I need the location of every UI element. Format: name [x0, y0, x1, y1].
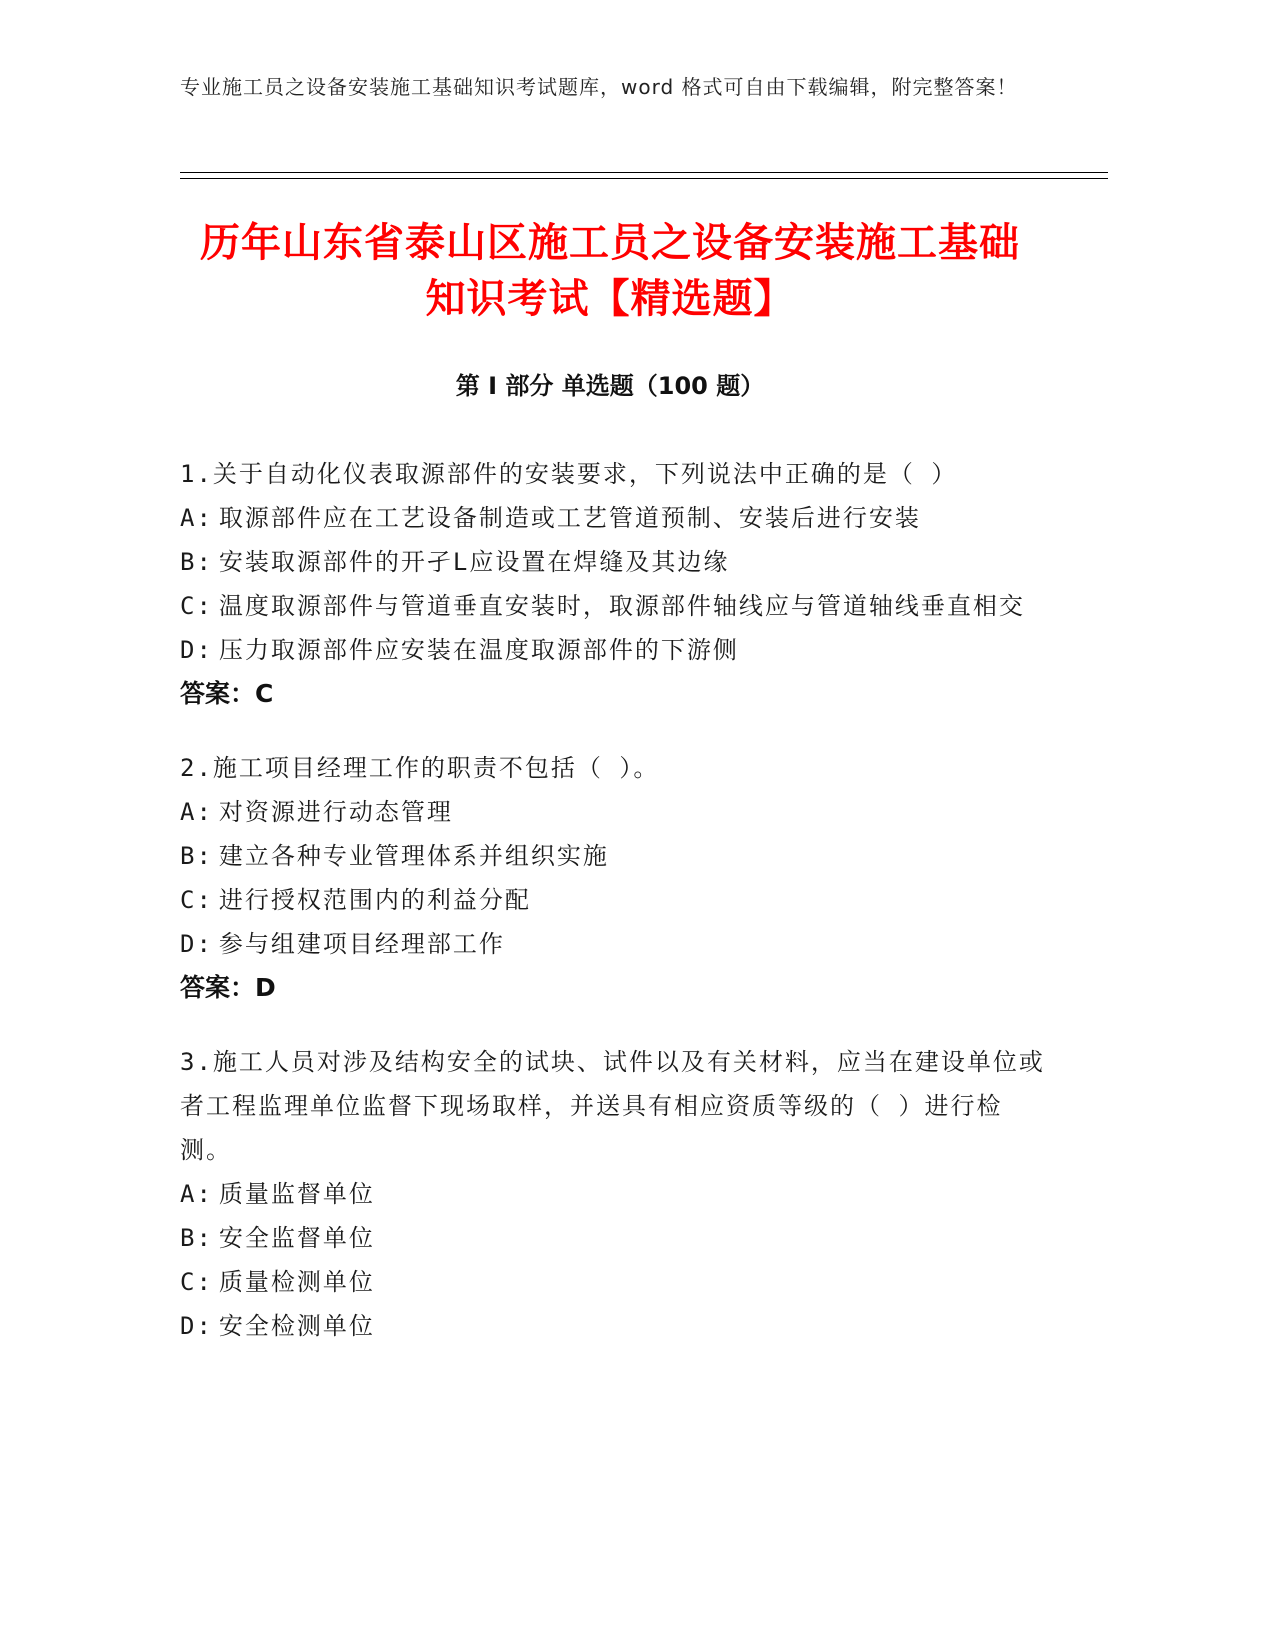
option-letter: B:: [180, 842, 213, 870]
option-letter: A:: [180, 798, 213, 826]
option-letter: A:: [180, 1180, 213, 1208]
option-letter: D:: [180, 930, 213, 958]
section-heading: 第 I 部分 单选题（100 题）: [455, 372, 765, 400]
option-text: 温度取源部件与管道垂直安装时，取源部件轴线应与管道轴线垂直相交: [218, 592, 1025, 620]
option-letter: C:: [180, 886, 213, 914]
option-text: 安全监督单位: [218, 1224, 375, 1252]
question-stem: 3.施工人员对涉及结构安全的试块、试件以及有关材料，应当在建设单位或者工程监理单位监督下现场取样，并送具有相应资质等级的（ ）进行检测。: [180, 1048, 1045, 1164]
header-rule-double: [180, 178, 1108, 179]
answer: 答案：C: [180, 679, 274, 708]
option-a: [180, 1172, 1050, 1216]
page-header: 专业施工员之设备安装施工基础知识考试题库，word 格式可自由下载编辑，附完整答案！: [180, 75, 1018, 99]
question-list: [180, 452, 1050, 1378]
option-text: 参与组建项目经理部工作: [218, 930, 505, 958]
option-b: [180, 834, 1050, 878]
option-a: [180, 496, 1050, 540]
option-text: 质量监督单位: [218, 1180, 375, 1208]
question-1: [180, 452, 1050, 716]
question-stem: 2.施工项目经理工作的职责不包括（ ）。: [180, 754, 660, 782]
option-letter: A:: [180, 504, 213, 532]
question-2: [180, 746, 1050, 1010]
option-d: [180, 1304, 1050, 1348]
option-d: [180, 628, 1050, 672]
option-c: [180, 584, 1050, 628]
option-a: [180, 790, 1050, 834]
option-b: [180, 540, 1050, 584]
option-letter: D:: [180, 636, 213, 664]
option-text: 对资源进行动态管理: [218, 798, 453, 826]
option-letter: C:: [180, 1268, 213, 1296]
option-text: 质量检测单位: [218, 1268, 375, 1296]
option-text: 取源部件应在工艺设备制造或工艺管道预制、安装后进行安装: [218, 504, 921, 532]
option-text: 安全检测单位: [218, 1312, 375, 1340]
option-d: [180, 922, 1050, 966]
option-c: [180, 878, 1050, 922]
option-text: 安装取源部件的开孑L应设置在焊缝及其边缘: [218, 548, 730, 576]
document-title: 历年山东省泰山区施工员之设备安装施工基础知识考试【精选题】: [200, 220, 1020, 322]
answer: 答案：D: [180, 973, 276, 1002]
option-letter: C:: [180, 592, 213, 620]
option-letter: B:: [180, 548, 213, 576]
option-letter: D:: [180, 1312, 213, 1340]
option-text: 建立各种专业管理体系并组织实施: [218, 842, 609, 870]
option-text: 压力取源部件应安装在温度取源部件的下游侧: [218, 636, 739, 664]
question-stem: 1.关于自动化仪表取源部件的安装要求，下列说法中正确的是（ ）: [180, 460, 958, 488]
header-rule: [180, 172, 1108, 173]
option-text: 进行授权范围内的利益分配: [218, 886, 531, 914]
option-c: [180, 1260, 1050, 1304]
option-letter: B:: [180, 1224, 213, 1252]
option-b: [180, 1216, 1050, 1260]
question-3: [180, 1040, 1050, 1348]
